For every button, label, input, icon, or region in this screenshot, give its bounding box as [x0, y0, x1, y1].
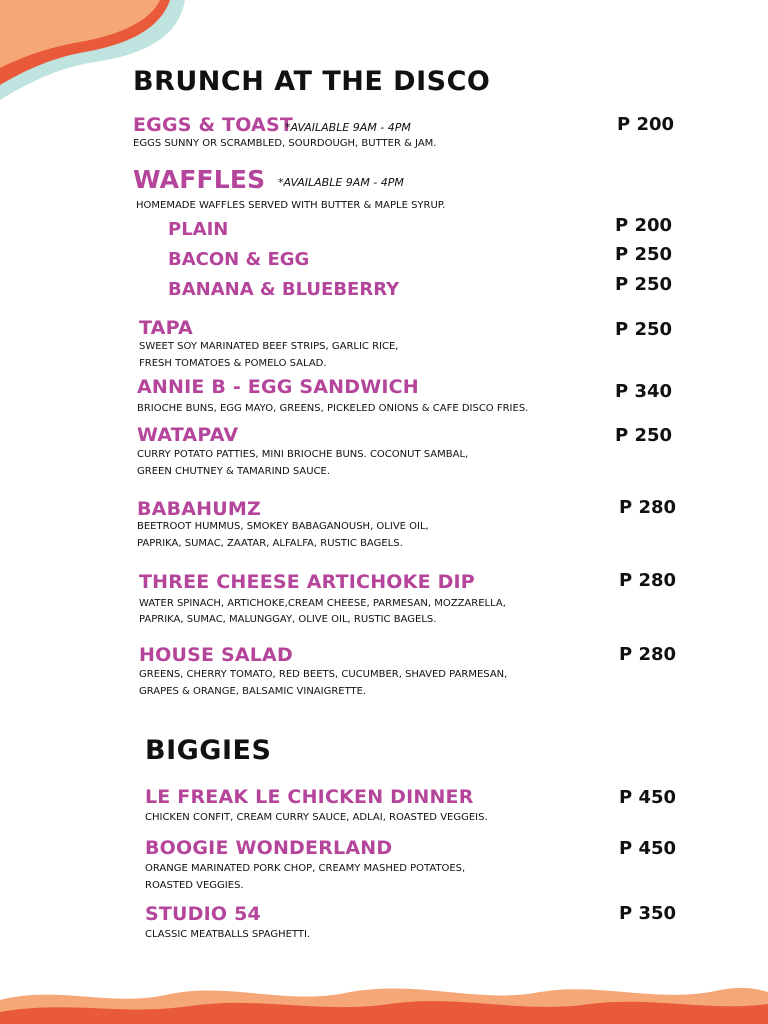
item-description-babahumz-line1: BEETROOT HUMMUS, SMOKEY BABAGANOUSH, OLIVE OIL,: [137, 521, 429, 532]
item-name-babahumz: BABAHUMZ: [137, 498, 261, 520]
section-title-biggies: BIGGIES: [145, 735, 272, 766]
waffle-option-banana-blueberry: BANANA & BLUEBERRY: [168, 279, 400, 300]
item-availability-waffles: *AVAILABLE 9AM - 4PM: [278, 176, 404, 189]
item-price-boogie-wonderland: P 450: [619, 838, 677, 859]
item-name-watapav: WATAPAV: [137, 424, 239, 446]
item-name-tapa: TAPA: [139, 317, 193, 339]
item-description-house-salad-line1: GREENS, CHERRY TOMATO, RED BEETS, CUCUMBER, SHAVED PARMESAN,: [139, 669, 508, 680]
item-description-boogie-line1: ORANGE MARINATED PORK CHOP, CREAMY MASHED POTATOES,: [145, 863, 466, 874]
item-name-le-freak: LE FREAK LE CHICKEN DINNER: [145, 786, 474, 808]
item-description-boogie-line2: ROASTED VEGGIES.: [145, 880, 244, 891]
waffle-option-price-banana-blueberry: P 250: [615, 274, 673, 295]
item-price-eggs-toast: P 200: [617, 114, 675, 135]
item-description-annie-b: BRIOCHE BUNS, EGG MAYO, GREENS, PICKELED ONIONS & CAFE DISCO FRIES.: [137, 403, 529, 414]
item-name-waffles: WAFFLES: [133, 165, 266, 194]
item-name-artichoke-dip: THREE CHEESE ARTICHOKE DIP: [139, 571, 475, 593]
item-description-le-freak: CHICKEN CONFIT, CREAM CURRY SAUCE, ADLAI, ROASTED VEGGEIS.: [145, 812, 488, 823]
item-availability-eggs-toast: *AVAILABLE 9AM - 4PM: [285, 121, 411, 134]
section-title-brunch: BRUNCH AT THE DISCO: [133, 66, 491, 97]
item-price-house-salad: P 280: [619, 644, 677, 665]
item-price-babahumz: P 280: [619, 497, 677, 518]
item-description-artichoke-dip-line1: WATER SPINACH, ARTICHOKE,CREAM CHEESE, PARMESAN, MOZZARELLA,: [139, 598, 506, 609]
waffle-option-plain: PLAIN: [168, 219, 229, 240]
item-name-boogie-wonderland: BOOGIE WONDERLAND: [145, 837, 393, 859]
item-description-eggs-toast: EGGS SUNNY OR SCRAMBLED, SOURDOUGH, BUTTER & JAM.: [133, 138, 437, 149]
item-description-studio-54: CLASSIC MEATBALLS SPAGHETTI.: [145, 929, 311, 940]
item-price-le-freak: P 450: [619, 787, 677, 808]
item-description-house-salad-line2: GRAPES & ORANGE, BALSAMIC VINAIGRETTE.: [139, 686, 367, 697]
item-name-eggs-toast: EGGS & TOAST: [133, 114, 294, 136]
item-description-tapa-line2: FRESH TOMATOES & POMELO SALAD.: [139, 358, 327, 369]
item-name-house-salad: HOUSE SALAD: [139, 644, 293, 666]
item-description-tapa-line1: SWEET SOY MARINATED BEEF STRIPS, GARLIC RICE,: [139, 341, 399, 352]
item-price-studio-54: P 350: [619, 903, 677, 924]
item-price-artichoke-dip: P 280: [619, 570, 677, 591]
item-price-tapa: P 250: [615, 319, 673, 340]
item-name-studio-54: STUDIO 54: [145, 903, 261, 925]
item-description-watapav-line2: GREEN CHUTNEY & TAMARIND SAUCE.: [137, 466, 331, 477]
waffle-option-price-bacon-egg: P 250: [615, 244, 673, 265]
bottom-wave-decoration: [0, 980, 768, 1024]
item-name-annie-b: ANNIE B - EGG SANDWICH: [137, 376, 419, 398]
waffle-option-bacon-egg: BACON & EGG: [168, 249, 310, 270]
item-description-artichoke-dip-line2: PAPRIKA, SUMAC, MALUNGGAY, OLIVE OIL, RUSTIC BAGELS.: [139, 614, 437, 625]
item-price-annie-b: P 340: [615, 381, 673, 402]
item-description-watapav-line1: CURRY POTATO PATTIES, MINI BRIOCHE BUNS. COCONUT SAMBAL,: [137, 449, 469, 460]
item-description-waffles: HOMEMADE WAFFLES SERVED WITH BUTTER & MAPLE SYRUP.: [136, 200, 446, 211]
item-price-watapav: P 250: [615, 425, 673, 446]
item-description-babahumz-line2: PAPRIKA, SUMAC, ZAATAR, ALFALFA, RUSTIC BAGELS.: [137, 538, 403, 549]
waffle-option-price-plain: P 200: [615, 215, 673, 236]
